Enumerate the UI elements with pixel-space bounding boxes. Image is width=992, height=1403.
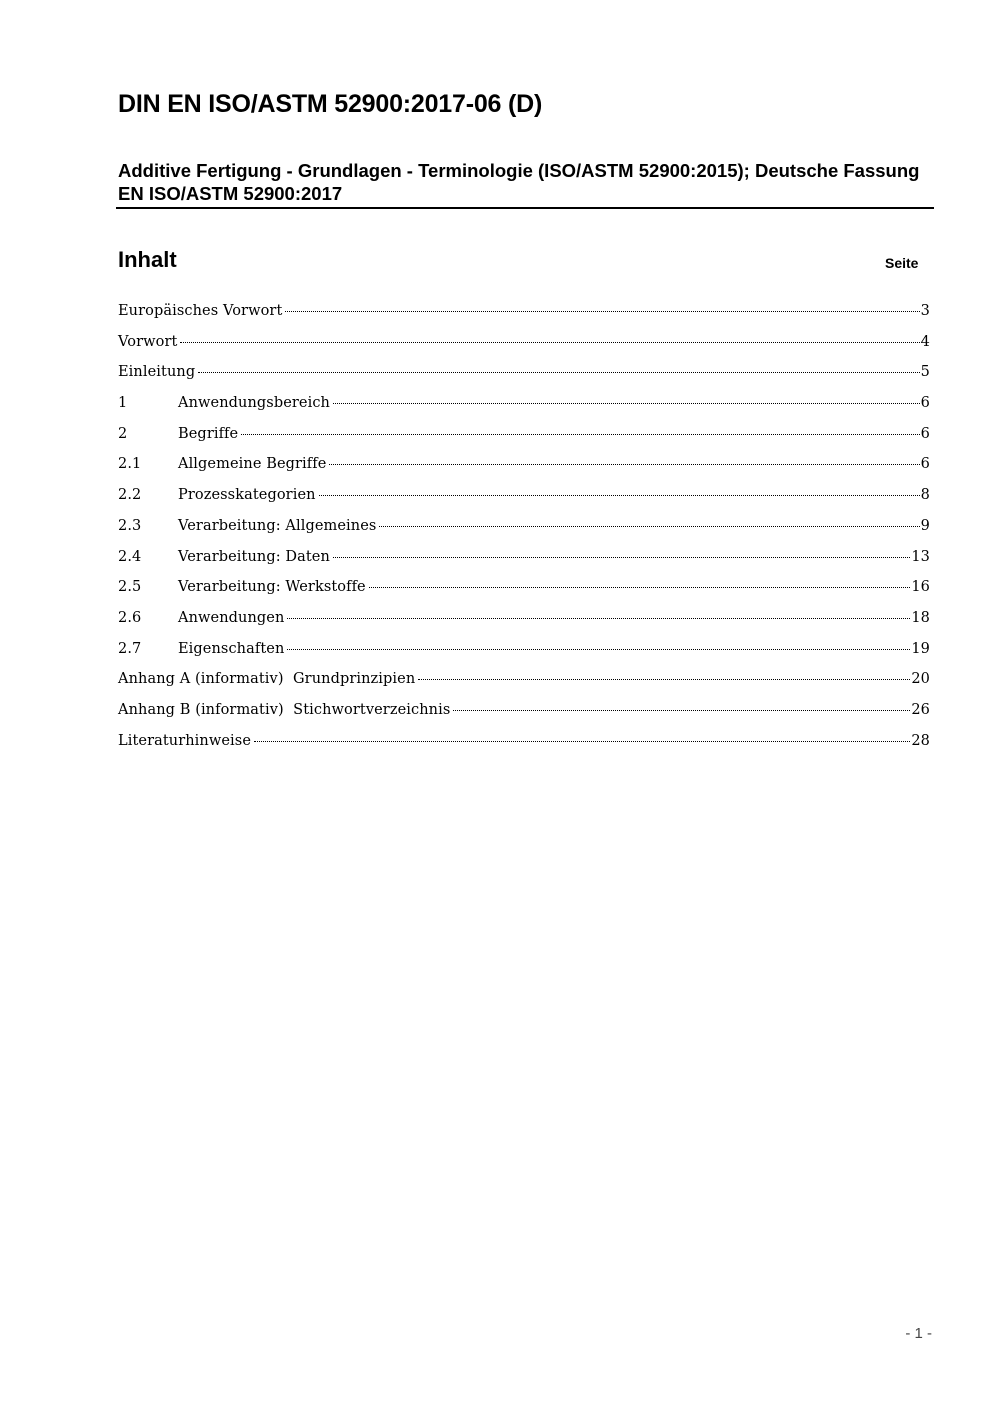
toc-dot-leader bbox=[453, 710, 910, 711]
toc-dot-leader bbox=[333, 403, 920, 404]
toc-entry[interactable] bbox=[118, 518, 930, 549]
toc-entry-number: 2.2 bbox=[118, 487, 142, 504]
toc-dot-leader bbox=[287, 649, 910, 650]
toc-entry-page: 6 bbox=[920, 425, 930, 442]
toc-entry-title: Verarbeitung: Daten bbox=[178, 548, 330, 565]
toc-page-column-label: Seite bbox=[885, 255, 919, 271]
toc-entry-number: 2.4 bbox=[118, 548, 142, 565]
toc-entry-title: Europäisches Vorwort bbox=[118, 303, 283, 319]
toc-entry-number: 2 bbox=[118, 425, 128, 442]
toc-dot-leader bbox=[369, 587, 911, 588]
toc-entry-page: 13 bbox=[911, 548, 930, 565]
toc-dot-leader bbox=[254, 741, 910, 742]
toc-dot-leader bbox=[319, 495, 920, 496]
toc-entry[interactable] bbox=[118, 579, 930, 610]
toc-entry-page: 28 bbox=[911, 732, 930, 749]
toc-entry-title: Anwendungen bbox=[178, 609, 285, 626]
toc-entry-page: 3 bbox=[920, 303, 930, 319]
toc-entry-page: 4 bbox=[920, 333, 930, 350]
toc-entry[interactable] bbox=[118, 364, 930, 395]
toc-entry-number: 2.6 bbox=[118, 609, 142, 626]
toc-dot-leader bbox=[241, 434, 919, 435]
toc-entry-page: 19 bbox=[911, 640, 930, 657]
toc-entry-page: 9 bbox=[920, 517, 930, 534]
toc-entry-title: Eigenschaften bbox=[178, 640, 285, 657]
toc-entry-number: 2.3 bbox=[118, 517, 142, 534]
table-of-contents bbox=[118, 303, 930, 763]
toc-entry-title: Begriffe bbox=[178, 425, 239, 442]
toc-entry[interactable] bbox=[118, 702, 930, 733]
toc-entry[interactable] bbox=[118, 549, 930, 580]
toc-entry-title: Prozesskategorien bbox=[178, 487, 316, 504]
toc-entry-page: 5 bbox=[920, 364, 930, 381]
toc-entry[interactable] bbox=[118, 303, 930, 334]
toc-dot-leader bbox=[198, 372, 919, 373]
toc-dot-leader bbox=[180, 342, 919, 343]
toc-entry[interactable] bbox=[118, 671, 930, 702]
toc-entry-page: 6 bbox=[920, 395, 930, 412]
toc-entry[interactable] bbox=[118, 456, 930, 487]
toc-heading: Inhalt bbox=[118, 247, 177, 272]
toc-entry-page: 6 bbox=[920, 456, 930, 473]
toc-entry-page: 8 bbox=[920, 487, 930, 504]
toc-entry[interactable] bbox=[118, 610, 930, 641]
toc-entry[interactable] bbox=[118, 641, 930, 672]
toc-entry-title: Anhang B (informativ) Stichwortverzeichnis bbox=[118, 701, 451, 718]
toc-entry-page: 16 bbox=[911, 579, 930, 596]
toc-dot-leader bbox=[329, 464, 919, 465]
toc-dot-leader bbox=[285, 311, 919, 312]
toc-entry-title: Verarbeitung: Werkstoffe bbox=[178, 579, 366, 596]
toc-dot-leader bbox=[418, 679, 910, 680]
toc-entry-title: Anwendungsbereich bbox=[178, 395, 330, 412]
toc-entry-number: 2.7 bbox=[118, 640, 142, 657]
page-number: - 1 - bbox=[905, 1325, 932, 1342]
toc-entry[interactable] bbox=[118, 334, 930, 365]
document-title: DIN EN ISO/ASTM 52900:2017-06 (D) bbox=[118, 90, 543, 118]
toc-entry[interactable] bbox=[118, 487, 930, 518]
toc-entry-page: 18 bbox=[911, 609, 930, 626]
toc-dot-leader bbox=[333, 557, 910, 558]
document-subtitle: Additive Fertigung - Grundlagen - Terminologie (ISO/ASTM 52900:2015); Deutsche Fassung EN ISO/ASTM 52900:2017 bbox=[118, 160, 920, 204]
toc-entry-page: 20 bbox=[911, 671, 930, 688]
toc-dot-leader bbox=[287, 618, 910, 619]
toc-entry[interactable] bbox=[118, 733, 930, 764]
toc-entry[interactable] bbox=[118, 426, 930, 457]
toc-entry-title: Allgemeine Begriffe bbox=[178, 456, 327, 473]
toc-entry-title: Anhang A (informativ) Grundprinzipien bbox=[118, 671, 416, 688]
toc-entry-title: Verarbeitung: Allgemeines bbox=[178, 517, 377, 534]
toc-entry-number: 1 bbox=[118, 395, 128, 412]
title-divider bbox=[116, 207, 934, 209]
toc-entry-title: Vorwort bbox=[118, 333, 178, 350]
toc-entry-number: 2.1 bbox=[118, 456, 142, 473]
toc-entry-title: Literaturhinweise bbox=[118, 732, 252, 749]
toc-entry-page: 26 bbox=[911, 701, 930, 718]
toc-entry-title: Einleitung bbox=[118, 364, 196, 381]
toc-dot-leader bbox=[379, 526, 919, 527]
toc-entry[interactable] bbox=[118, 395, 930, 426]
toc-entry-number: 2.5 bbox=[118, 579, 142, 596]
